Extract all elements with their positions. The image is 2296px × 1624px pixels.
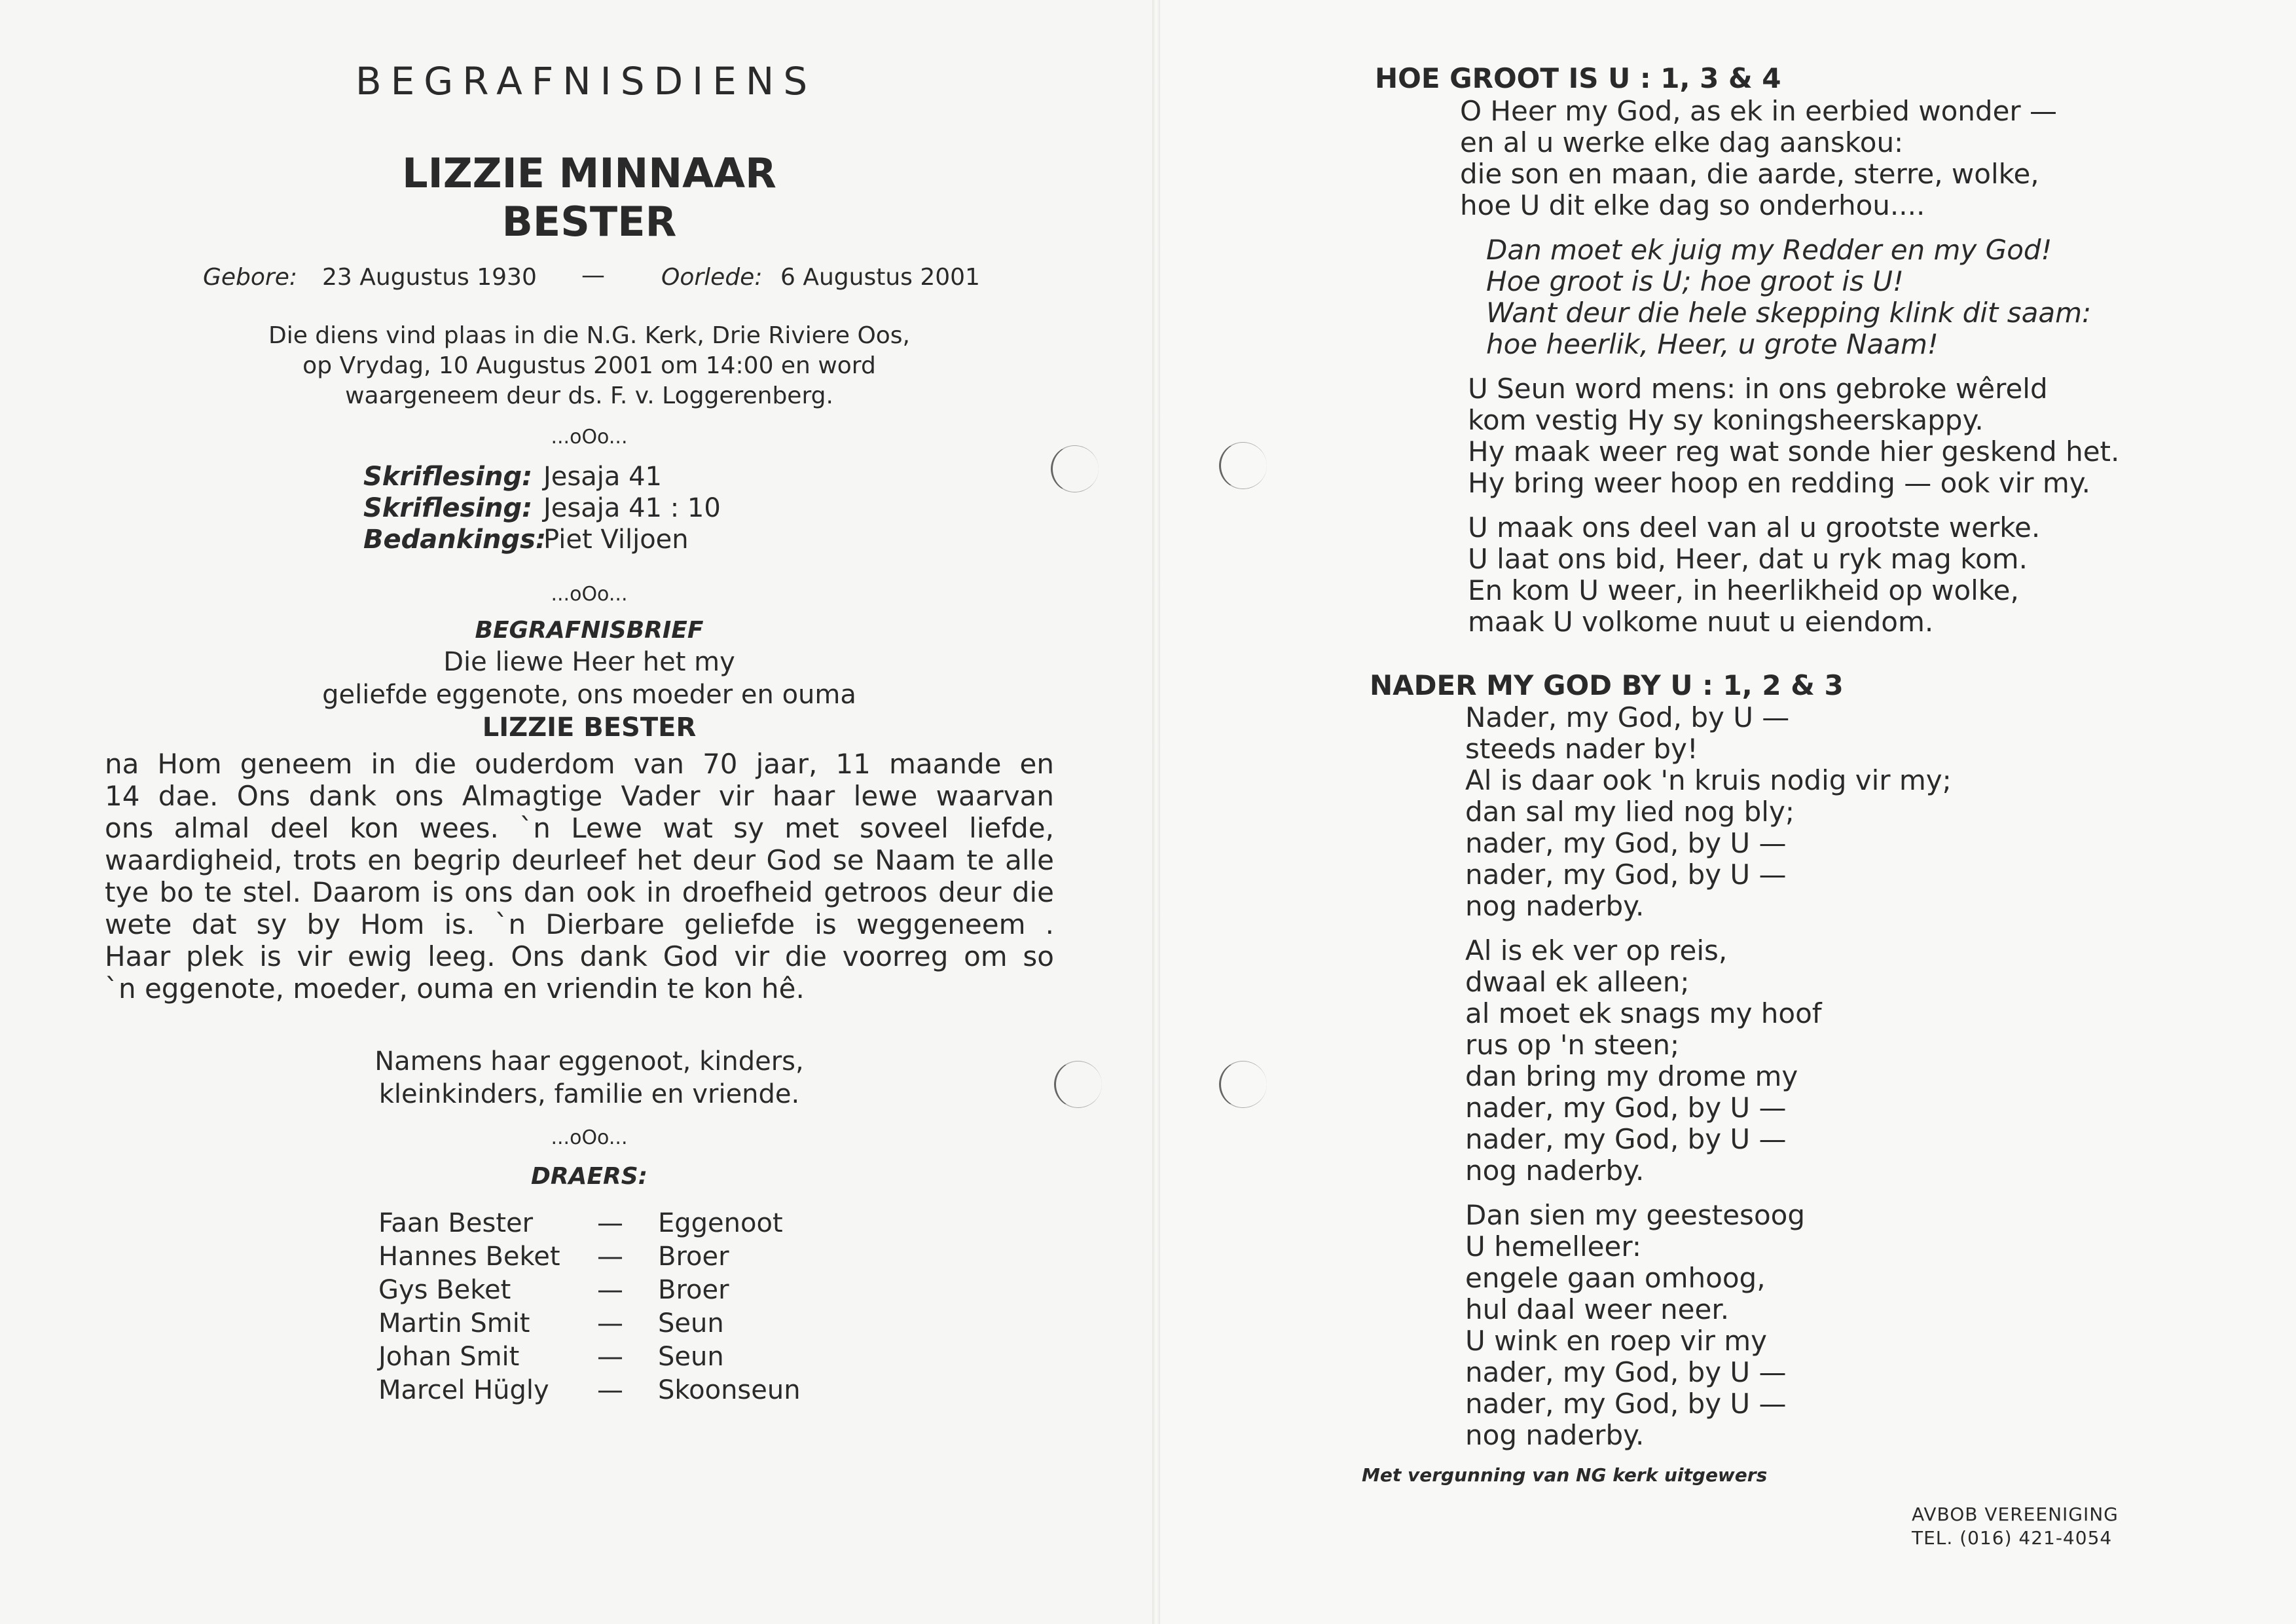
song-line: nader, my God, by U — [1465, 1123, 1787, 1155]
song-line: kom vestig Hy sy koningsheerskappy. [1468, 404, 1984, 436]
page-fold [1152, 0, 1160, 1624]
letter-line: `n eggenote, moeder, ouma en vriendin te kon hê. [105, 972, 805, 1005]
page-heading: BEGRAFNISDIENS [355, 59, 817, 103]
punch-hole [1051, 445, 1099, 492]
program-value: Piet Viljoen [543, 525, 689, 555]
bearer-relation: Seun [658, 1308, 724, 1338]
song-line: hoe heerlik, Heer, u grote Naam! [1486, 328, 1939, 360]
song-line: maak U volkome nuut u eiendom. [1468, 606, 1934, 638]
bearer-name: Marcel Hügly [378, 1375, 549, 1405]
bearer-name: Johan Smit [378, 1342, 520, 1372]
song2-verse2 [1465, 935, 1822, 1187]
song-line: En kom U weer, in heerlikheid op wolke, [1468, 574, 2019, 606]
song-line: hoe U dit elke dag so onderhou.... [1460, 189, 1925, 221]
avbob-name: AVBOB VEREENIGING [1912, 1504, 2119, 1525]
bearer-relation: Seun [658, 1342, 724, 1372]
song-line: hul daal weer neer. [1465, 1293, 1730, 1325]
bearer-dash: — [597, 1342, 623, 1372]
on-behalf-2: kleinkinders, familie en vriende. [378, 1079, 800, 1109]
song1-verse4 [1468, 512, 2040, 638]
separator: ...oOo... [551, 583, 628, 606]
bearer-dash: — [597, 1375, 623, 1405]
song-line: nader, my God, by U — [1465, 1092, 1787, 1124]
letter-name: LIZZIE BESTER [482, 712, 697, 743]
punch-hole [1219, 442, 1267, 489]
song-line: U wink en roep vir my [1465, 1325, 1768, 1357]
song-line: Hoe groot is U; hoe groot is U! [1486, 265, 1904, 297]
permission-note: Met vergunning van NG kerk uitgewers [1362, 1464, 1768, 1486]
avbob-phone: TEL. (016) 421-4054 [1912, 1527, 2113, 1549]
deceased-name-line2: BESTER [501, 198, 677, 246]
song1-verse3 [1468, 373, 2119, 499]
song-line: Hy bring weer hoop en redding — ook vir my. [1468, 467, 2090, 499]
bearer-dash: — [597, 1208, 623, 1238]
song-line: Al is daar ook 'n kruis nodig vir my; [1465, 764, 1952, 796]
bearers-title: DRAERS: [530, 1163, 648, 1190]
song-line: Dan sien my geestesoog [1465, 1199, 1805, 1231]
song-line: Al is ek ver op reis, [1465, 934, 1728, 967]
bearer-relation: Broer [658, 1242, 729, 1272]
song-line: al moet ek snags my hoof [1465, 997, 1822, 1029]
song-line: O Heer my God, as ek in eerbied wonder — [1460, 95, 2058, 127]
born-date: 23 Augustus 1930 [322, 264, 537, 291]
song-line: engele gaan omhoog, [1465, 1262, 1766, 1294]
separator: ...oOo... [551, 426, 628, 449]
born-label: Gebore: [203, 264, 297, 291]
letter-title: BEGRAFNISBRIEF [475, 617, 704, 644]
letter-line: Haar plek is vir ewig leeg. Ons dank God vir die voorreg om so [105, 940, 1054, 972]
song-line: dan sal my lied nog bly; [1465, 796, 1795, 828]
punch-hole [1219, 1061, 1267, 1108]
bearer-dash: — [597, 1242, 623, 1272]
program-label: Skriflesing: [363, 462, 533, 492]
song-line: nader, my God, by U — [1465, 827, 1787, 859]
letter-line: waardigheid, trots en begrip deurleef het deur God se Naam te alle [105, 844, 1054, 876]
song-line: U laat ons bid, Heer, dat u ryk mag kom. [1468, 543, 2028, 575]
song2-verse3 [1465, 1200, 1805, 1451]
letter-line: 14 dae. Ons dank ons Almagtige Vader vir haar lewe waarvan [105, 780, 1054, 812]
song-line: nader, my God, by U — [1465, 1388, 1787, 1420]
song-line: nader, my God, by U — [1465, 858, 1787, 891]
song-line: dan bring my drome my [1465, 1060, 1798, 1092]
song1-verse1 [1460, 96, 2057, 221]
bearer-dash: — [597, 1308, 623, 1338]
song2-verse1 [1465, 702, 1952, 922]
died-label: Oorlede: [661, 264, 763, 291]
bearer-name: Gys Beket [378, 1275, 511, 1305]
service-line: Die diens vind plaas in die N.G. Kerk, Drie Riviere Oos, [268, 322, 911, 349]
song-line: U Seun word mens: in ons gebroke wêreld [1468, 373, 2048, 405]
song-line: U maak ons deel van al u grootste werke. [1468, 511, 2041, 544]
bearer-name: Martin Smit [378, 1308, 530, 1338]
song-line: rus op 'n steen; [1465, 1029, 1680, 1061]
letter-line: ons almal deel kon wees. `n Lewe wat sy met soveel liefde, [105, 812, 1054, 844]
song-line: nader, my God, by U — [1465, 1356, 1787, 1388]
deceased-name-line1: LIZZIE MINNAAR [402, 149, 776, 197]
song-line: steeds nader by! [1465, 733, 1698, 765]
died-date: 6 Augustus 2001 [780, 264, 980, 291]
bearer-relation: Eggenoot [658, 1208, 783, 1238]
song-line: en al u werke elke dag aanskou: [1460, 126, 1904, 158]
song-line: Nader, my God, by U — [1465, 701, 1790, 733]
service-line: waargeneem deur ds. F. v. Loggerenberg. [345, 382, 833, 409]
song-line: U hemelleer: [1465, 1230, 1642, 1263]
song1-title: HOE GROOT IS U : 1, 3 & 4 [1375, 62, 1781, 94]
service-info [196, 321, 982, 411]
program-value: Jesaja 41 [543, 462, 662, 492]
on-behalf-1: Namens haar eggenoot, kinders, [374, 1046, 804, 1077]
song-line: nog naderby. [1465, 1419, 1645, 1451]
bearer-relation: Broer [658, 1275, 729, 1305]
letter-body [105, 748, 1054, 1005]
letter-intro-2: geliefde eggenote, ons moeder en ouma [322, 680, 856, 710]
punch-hole [1054, 1061, 1102, 1108]
song-line: Hy maak weer reg wat sonde hier geskend het. [1468, 435, 2120, 468]
bearer-relation: Skoonseun [658, 1375, 801, 1405]
bearer-name: Hannes Beket [378, 1242, 560, 1272]
right-page [1160, 0, 2296, 1624]
song-line: dwaal ek alleen; [1465, 966, 1690, 998]
letter-line: wete dat sy by Hom is. `n Dierbare geliefde is weggeneem . [105, 908, 1054, 940]
song1-chorus [1486, 234, 2091, 360]
letter-line: na Hom geneem in die ouderdom van 70 jaar, 11 maande en [105, 748, 1054, 780]
dates-dash: — [581, 262, 605, 289]
program-label: Skriflesing: [363, 493, 533, 523]
bearer-dash: — [597, 1275, 623, 1305]
bearer-name: Faan Bester [378, 1208, 534, 1238]
song-line: nog naderby. [1465, 890, 1645, 922]
song-line: die son en maan, die aarde, sterre, wolke, [1460, 158, 2039, 190]
program-value: Jesaja 41 : 10 [543, 493, 721, 523]
song-line: Dan moet ek juig my Redder en my God! [1486, 234, 2052, 266]
separator: ...oOo... [551, 1126, 628, 1149]
letter-line: tye bo te stel. Daarom is ons dan ook in droefheid getroos deur die [105, 876, 1054, 908]
service-line: op Vrydag, 10 Augustus 2001 om 14:00 en word [302, 352, 876, 379]
program-label: Bedankings: [363, 525, 546, 555]
letter-intro-1: Die liewe Heer het my [443, 647, 735, 677]
song2-title: NADER MY GOD BY U : 1, 2 & 3 [1370, 669, 1844, 701]
song-line: Want deur die hele skepping klink dit saam: [1486, 297, 2092, 329]
song-line: nog naderby. [1465, 1154, 1645, 1187]
